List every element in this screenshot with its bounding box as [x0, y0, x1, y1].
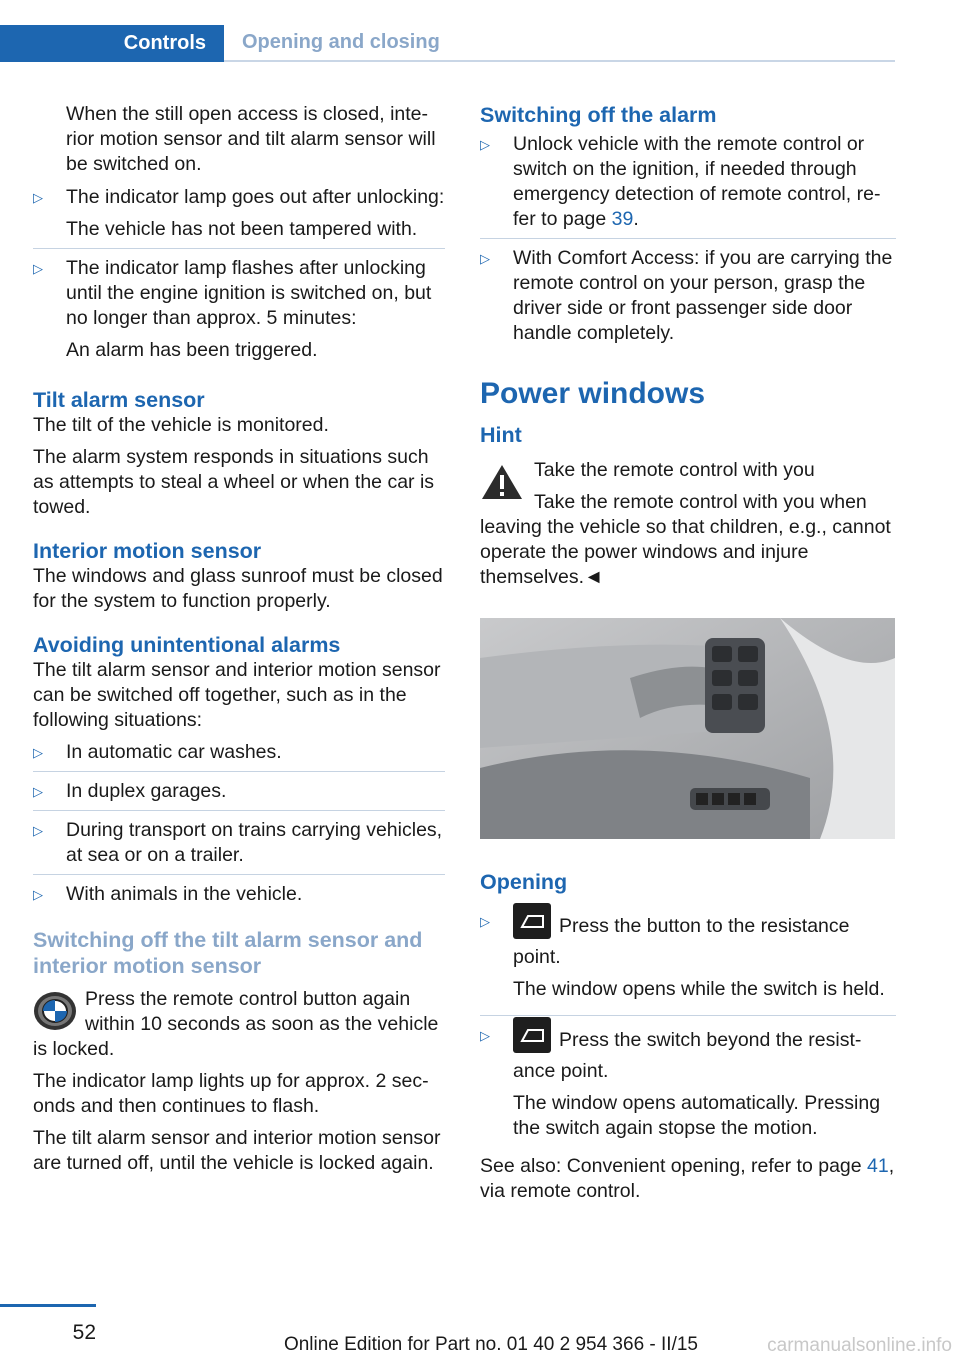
tilt-alarm-heading: Tilt alarm sensor: [33, 388, 205, 412]
interior-motion-heading: Interior motion sensor: [33, 539, 262, 563]
footer-bar: [0, 1304, 96, 1307]
door-panel-window-switches-image: [480, 618, 895, 839]
tilt-paragraph-1: The tilt of the vehicle is monitored.: [33, 414, 329, 436]
list-item-text: The indicator lamp goes out after unlocking:: [66, 186, 445, 208]
list-item-text: In duplex garages.: [66, 780, 227, 802]
list-item-text: Press the switch beyond the resistance point.: [513, 1029, 862, 1082]
power-windows-title: Power windows: [480, 377, 706, 410]
list-item-text-end: .: [633, 208, 639, 230]
switch-off-alarm-heading: Switching off the alarm: [480, 103, 717, 127]
see-also-text-end: , via remote control.: [480, 1155, 895, 1202]
page-link-39[interactable]: 39: [611, 208, 634, 230]
triangle-bullet-icon: ▷: [33, 823, 43, 838]
header-tab-section: [224, 25, 895, 62]
bmw-key-button-icon: [33, 991, 77, 1031]
triangle-bullet-icon: ▷: [33, 190, 43, 205]
opening-list: [480, 909, 896, 1147]
switch-off-paragraph-2: The indicator lamp lights up for approx. 2 seconds and then continues to flash.: [33, 1070, 429, 1117]
switch-off-paragraph-3: The tilt alarm sensor and interior motion sensor are turned off, until the vehicle is locked again.: [33, 1127, 441, 1174]
list-item: [33, 740, 445, 772]
left-column: [33, 102, 445, 1183]
switch-off-alarm-list: [480, 132, 896, 352]
hint-text: Take the remote control with you when leaving the vehicle so that children, e.g., cannot operate the power windows and injure themselves.◄: [480, 491, 891, 588]
switch-off-paragraph-1-text: Press the remote control button again within 10 seconds as soon as the vehicle is locked.: [33, 988, 439, 1060]
switch-off-paragraph-1: [33, 987, 445, 1062]
warning-triangle-icon: [480, 462, 524, 502]
header-tab-controls-label: Controls: [123, 32, 206, 54]
list-item: [33, 882, 445, 913]
tilt-paragraph-2: The alarm system responds in situations such as attempts to steal a wheel or when the car is towed.: [33, 446, 435, 518]
list-item: [33, 779, 445, 811]
triangle-bullet-icon: ▷: [480, 251, 490, 266]
list-item-text: In automatic car washes.: [66, 741, 282, 763]
hint-title: Take the remote control with you: [534, 459, 815, 481]
triangle-bullet-icon: ▷: [480, 914, 490, 929]
window-switch-icon: [513, 903, 551, 939]
hint-heading: Hint: [480, 423, 522, 447]
triangle-bullet-icon: ▷: [33, 887, 43, 902]
avoid-alarms-heading: Avoiding unintentional alarms: [33, 633, 341, 657]
triangle-bullet-icon: ▷: [33, 261, 43, 276]
triangle-bullet-icon: ▷: [33, 745, 43, 760]
list-item: [480, 132, 896, 239]
list-item-text: With Comfort Access: if you are carrying the remote control on your person, grasp the driver side or front passenger side door handle completely.: [513, 247, 893, 344]
edition-info: Online Edition for Part no. 01 40 2 954 366 - II/15: [283, 1334, 698, 1355]
page-link-41[interactable]: 41: [867, 1155, 889, 1177]
right-column: [480, 102, 896, 1211]
avoid-paragraph-1: The tilt alarm sensor and interior motion sensor can be switched off together, such as in the following situations:: [33, 659, 441, 731]
see-also-text: See also: Convenient opening, refer to page: [480, 1155, 868, 1177]
list-item-text: The indicator lamp flashes after unlocking until the engine ignition is switched on, but no longer than approx. 5 minutes:: [66, 257, 432, 329]
header-tab-section-label: Opening and closing: [242, 31, 440, 53]
watermark: carmanualsonline.info: [767, 1335, 952, 1356]
list-item: [480, 909, 896, 1016]
header-tab-controls: [0, 25, 224, 62]
indicator-lamp-list: [33, 185, 445, 369]
list-item: [33, 256, 445, 369]
triangle-bullet-icon: ▷: [480, 137, 490, 152]
triangle-bullet-icon: ▷: [33, 784, 43, 799]
list-item: [33, 818, 445, 875]
see-also-paragraph: [480, 1154, 896, 1204]
intro-note: When the still open access is closed, interior motion sensor and tilt alarm sensor will be switched on.: [66, 103, 436, 175]
list-item: [33, 185, 445, 249]
list-item: [480, 246, 896, 352]
interior-paragraph-1: The windows and glass sunroof must be closed for the system to function properly.: [33, 565, 443, 612]
list-item-subtext: The vehicle has not been tampered with.: [66, 218, 418, 240]
triangle-bullet-icon: ▷: [480, 1028, 490, 1043]
list-item-subtext: The window opens automatically. Pressing the switch again stopse the motion.: [513, 1092, 881, 1139]
page-number: 52: [72, 1321, 96, 1344]
list-item-text: Unlock vehicle with the remote control or switch on the ignition, if needed through emergency detection of remote control, refer to page: [513, 133, 881, 230]
avoid-alarms-list: [33, 740, 445, 913]
list-item-text: With animals in the vehicle.: [66, 883, 303, 905]
opening-heading: Opening: [480, 870, 568, 894]
window-switch-icon: [513, 1017, 551, 1053]
list-item-subtext: The window opens while the switch is held.: [513, 978, 885, 1000]
list-item: [480, 1023, 896, 1147]
list-item-text: During transport on trains carrying vehicles, at sea or on a trailer.: [66, 819, 443, 866]
list-item-text: Press the button to the resistance point.: [513, 915, 850, 968]
list-item-subtext: An alarm has been triggered.: [66, 339, 318, 361]
switch-off-sensor-heading: Switching off the tilt alarm sensor and interior motion sensor: [33, 928, 423, 978]
